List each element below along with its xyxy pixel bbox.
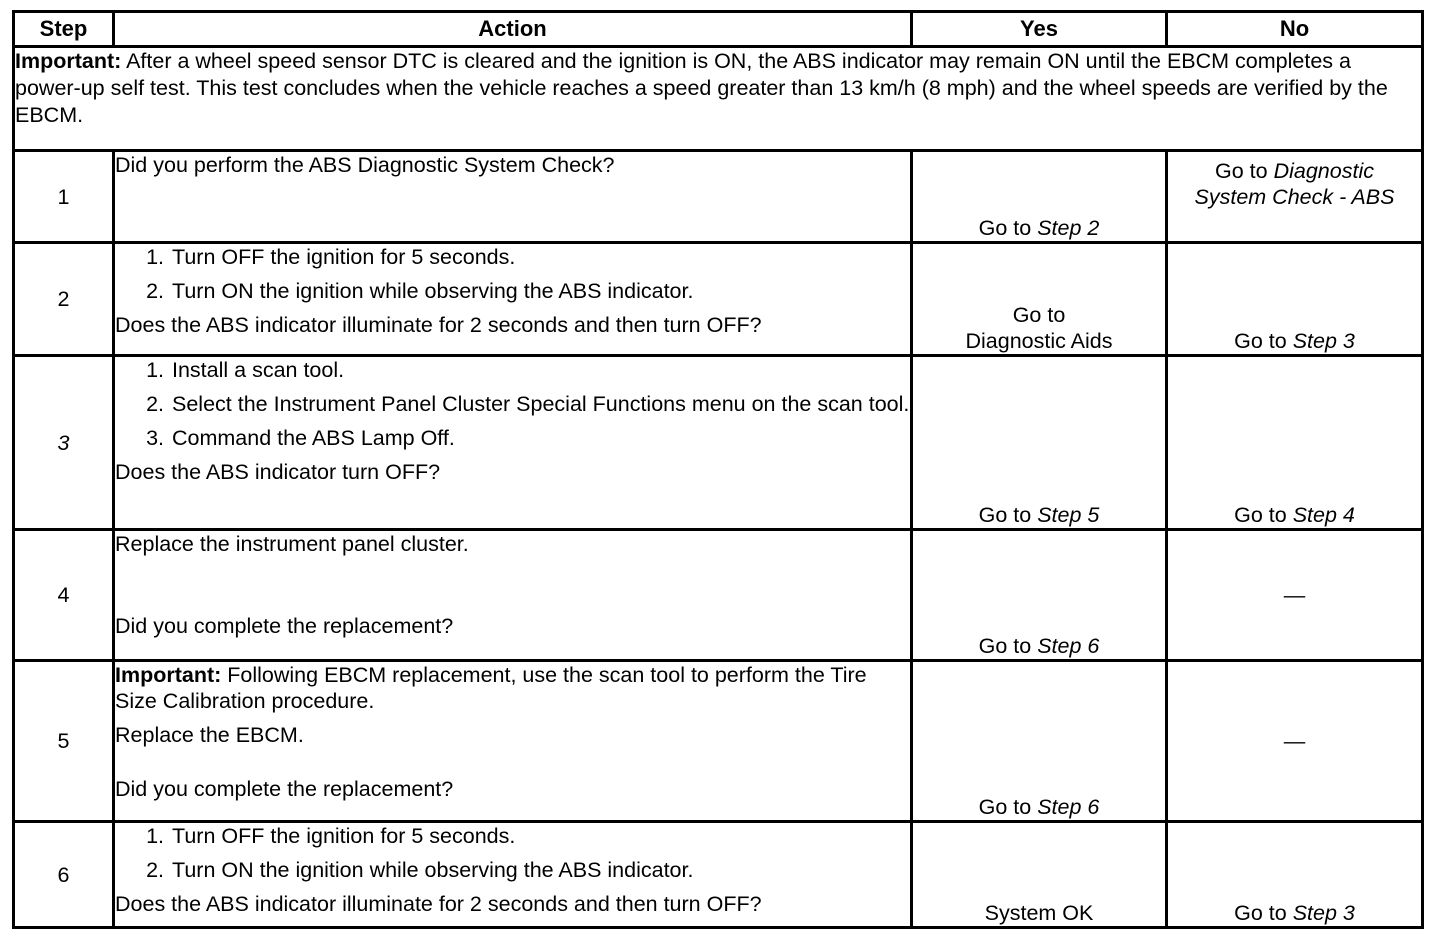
action-cell: [114, 356, 912, 530]
action-cell: [114, 151, 912, 243]
action-item: 2. Select the Instrument Panel Cluster Special Functions menu on the scan tool.: [170, 391, 910, 417]
no-cell: [1167, 530, 1423, 661]
yes-cell: [912, 530, 1167, 661]
table-row: [14, 243, 1423, 356]
important-block: [115, 662, 910, 714]
step-number: 4: [14, 530, 114, 661]
header-action: Action: [114, 12, 912, 47]
important-label: Important:: [115, 663, 222, 687]
no-step-link[interactable]: Step 3: [1292, 901, 1355, 925]
no-cell: [1167, 356, 1423, 530]
action-list: [115, 823, 910, 883]
no-target-link[interactable]: Diagnostic: [1273, 159, 1374, 183]
action-item: 1. Install a scan tool.: [170, 357, 910, 383]
go-to-label: Go to: [978, 634, 1032, 658]
important-label: Important:: [15, 49, 122, 73]
go-to-label: Go to: [1215, 159, 1268, 183]
step-number: [14, 356, 114, 530]
yes-step-link[interactable]: Step 6: [1037, 795, 1100, 819]
go-to-label: Go to: [978, 795, 1032, 819]
instruction: Replace the EBCM.: [115, 723, 304, 747]
go-to-label: Go to: [1012, 303, 1066, 327]
action-cell: [114, 243, 912, 356]
no-cell: [1167, 243, 1423, 356]
yes-cell: [912, 151, 1167, 243]
step-number: 6: [14, 822, 114, 928]
diagnostic-table: [12, 10, 1424, 929]
header-step: Step: [14, 12, 114, 47]
go-to-label: Go to: [1234, 329, 1287, 353]
no-target-link-line2[interactable]: System Check - ABS: [1194, 185, 1395, 209]
action-cell: [114, 530, 912, 661]
yes-step-link[interactable]: Step 5: [1037, 503, 1100, 527]
important-text: Following EBCM replacement, use the scan tool to perform the Tire Size Calibration procedure.: [115, 663, 867, 713]
spacer: [115, 748, 910, 770]
action-item: 2. Turn ON the ignition while observing the ABS indicator.: [170, 278, 910, 304]
go-to-label: Go to: [1234, 503, 1287, 527]
header-no: No: [1167, 12, 1423, 47]
spacer: [115, 557, 910, 591]
yes-step-link[interactable]: Step 6: [1037, 634, 1100, 658]
table-row: [14, 356, 1423, 530]
yes-target-link[interactable]: Diagnostic Aids: [965, 329, 1113, 353]
spacer: [115, 591, 910, 613]
header-yes: Yes: [912, 12, 1167, 47]
important-text: After a wheel speed sensor DTC is cleared and the ignition is ON, the ABS indicator may remain ON until the EBCM completes a power-up self test. This test concludes when the vehicle reaches a speed greater than 13 km/h (8 mph) and the wheel speeds are verified by the EBCM.: [15, 49, 1388, 127]
action-list: [115, 244, 910, 304]
no-cell: [1167, 661, 1423, 822]
action-item: 3. Command the ABS Lamp Off.: [170, 425, 910, 451]
question: Did you complete the replacement?: [115, 614, 454, 638]
action-list: [115, 357, 910, 451]
go-to-label: Go to: [978, 216, 1032, 240]
no-step-link[interactable]: Step 3: [1292, 329, 1355, 353]
no-value: —: [1283, 729, 1306, 753]
table-row: [14, 151, 1423, 243]
yes-value: System OK: [984, 901, 1094, 925]
question: Did you perform the ABS Diagnostic System Check?: [115, 153, 615, 177]
step-number: 5: [14, 661, 114, 822]
header-row: [14, 12, 1423, 47]
go-to-label: Go to: [1234, 901, 1287, 925]
no-cell: [1167, 151, 1423, 243]
question: Does the ABS indicator turn OFF?: [115, 460, 441, 484]
action-item: 1. Turn OFF the ignition for 5 seconds.: [170, 823, 910, 849]
question: Does the ABS indicator illuminate for 2 seconds and then turn OFF?: [115, 892, 762, 916]
go-to-label: Go to: [978, 503, 1032, 527]
no-step-link[interactable]: Step 4: [1292, 503, 1355, 527]
instruction: Replace the instrument panel cluster.: [115, 532, 469, 556]
action-cell: [114, 661, 912, 822]
table-row: [14, 530, 1423, 661]
yes-cell: [912, 356, 1167, 530]
important-note-row: [14, 47, 1423, 151]
action-item: 2. Turn ON the ignition while observing the ABS indicator.: [170, 857, 910, 883]
action-cell: [114, 822, 912, 928]
no-cell: [1167, 822, 1423, 928]
yes-cell: [912, 243, 1167, 356]
yes-cell: [912, 822, 1167, 928]
table-row: [14, 822, 1423, 928]
question: Did you complete the replacement?: [115, 777, 454, 801]
action-item: 1. Turn OFF the ignition for 5 seconds.: [170, 244, 910, 270]
step-number: 2: [14, 243, 114, 356]
yes-cell: [912, 661, 1167, 822]
question: Does the ABS indicator illuminate for 2 seconds and then turn OFF?: [115, 313, 762, 337]
yes-step-link[interactable]: Step 2: [1037, 216, 1100, 240]
no-value: —: [1283, 583, 1306, 607]
table-row: [14, 661, 1423, 822]
step-number: 1: [14, 151, 114, 243]
step-number-italic: 3: [57, 430, 70, 455]
important-note: [14, 47, 1423, 151]
